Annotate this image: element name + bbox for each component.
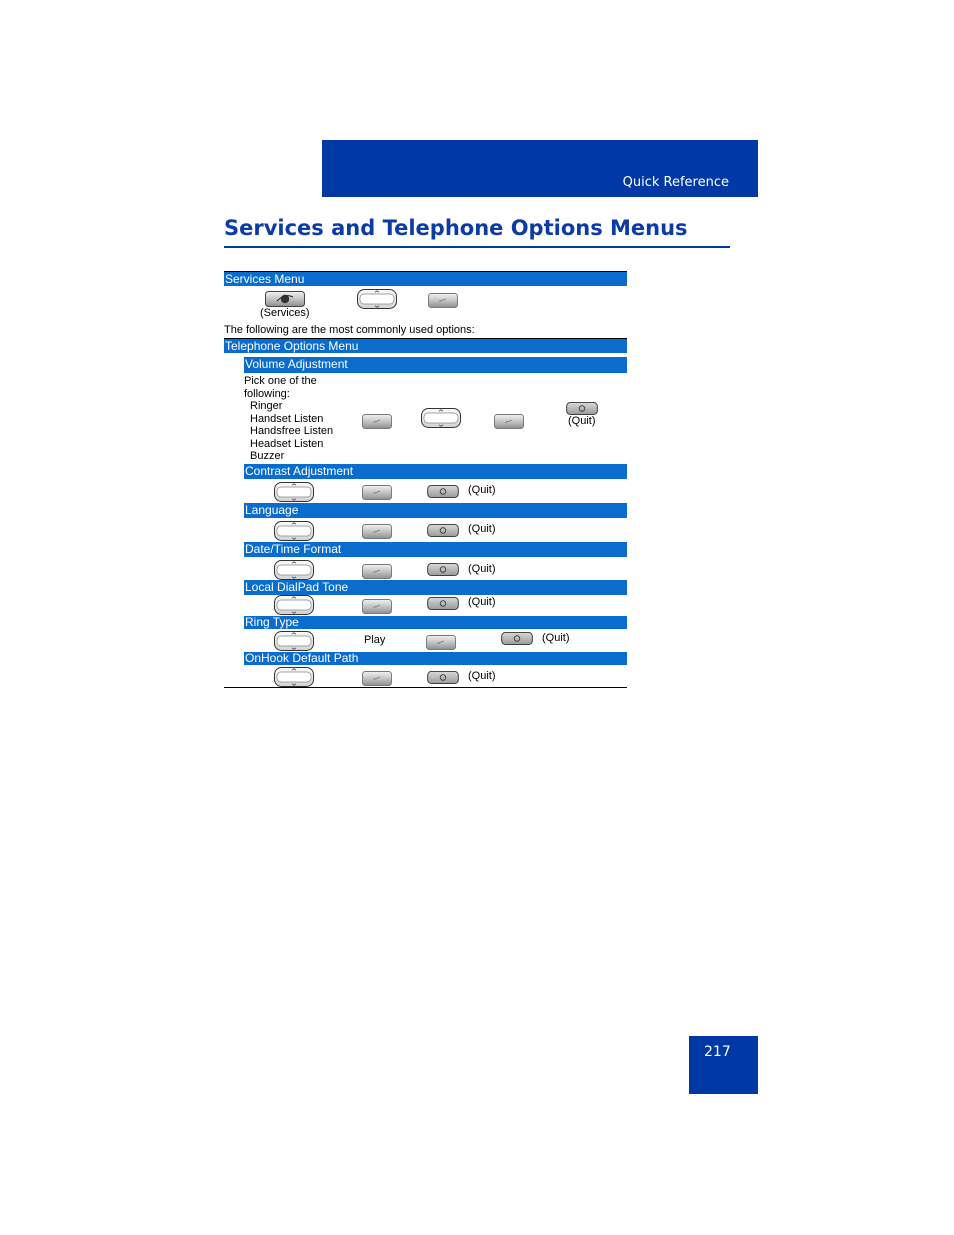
services-caption: (Services) (260, 307, 310, 319)
local-dialpad-tone-header: Local DialPad Tone (244, 580, 627, 595)
page-number: 217 (704, 1044, 731, 1060)
date-time-quit-label: (Quit) (468, 563, 496, 575)
quit-key-icon (500, 632, 534, 645)
page-number-box (689, 1036, 758, 1094)
select-softkey-icon (361, 485, 393, 500)
quit-key-icon (426, 563, 460, 576)
contrast-adjustment-header: Contrast Adjustment (244, 464, 627, 479)
language-quit-label: (Quit) (468, 523, 496, 535)
navigation-cluster-icon (274, 560, 314, 580)
volume-option-ringer: Ringer (250, 400, 283, 412)
volume-adjustment-header: Volume Adjustment (244, 357, 627, 373)
ring-type-header: Ring Type (244, 616, 627, 629)
select-softkey-icon (427, 293, 459, 308)
dialpad-quit-label: (Quit) (468, 596, 496, 608)
navigation-cluster-icon (274, 631, 314, 651)
select-softkey-icon (361, 599, 393, 614)
volume-prompt-line2: following: (244, 388, 290, 400)
header-bar (322, 140, 758, 197)
select-softkey-icon (361, 524, 393, 539)
volume-option-handset-listen: Handset Listen (250, 413, 324, 425)
navigation-cluster-icon (421, 408, 461, 428)
ring-type-play-label: Play (364, 634, 386, 646)
navigation-cluster-icon (357, 289, 397, 309)
title-divider (224, 246, 730, 248)
quit-key-icon (426, 671, 460, 684)
volume-option-handsfree-listen: Handsfree Listen (250, 425, 334, 437)
telephone-options-header: Telephone Options Menu (224, 338, 627, 353)
select-softkey-icon (425, 635, 457, 650)
services-key-icon (265, 291, 305, 307)
intro-text: The following are the most commonly used options: (224, 324, 475, 336)
onhook-default-path-header: OnHook Default Path (244, 652, 627, 665)
select-softkey-icon (361, 414, 393, 429)
select-softkey-icon (493, 414, 525, 429)
quit-key-icon (426, 597, 460, 610)
volume-quit-label: (Quit) (568, 415, 596, 427)
volume-option-buzzer: Buzzer (250, 450, 285, 462)
quit-key-icon (426, 485, 460, 498)
navigation-cluster-icon (274, 667, 314, 687)
quit-key-icon (565, 402, 599, 415)
quit-key-icon (426, 524, 460, 537)
volume-option-headset-listen: Headset Listen (250, 438, 324, 450)
page-title: Services and Telephone Options Menus (224, 216, 688, 240)
volume-prompt-line1: Pick one of the (244, 375, 317, 387)
navigation-cluster-icon (274, 482, 314, 502)
onhook-quit-label: (Quit) (468, 670, 496, 682)
navigation-cluster-icon (274, 521, 314, 541)
navigation-cluster-icon (274, 595, 314, 615)
table-bottom-rule (224, 687, 627, 688)
contrast-quit-label: (Quit) (468, 484, 496, 496)
select-softkey-icon (361, 671, 393, 686)
language-header: Language (244, 503, 627, 518)
section-label: Quick Reference (622, 175, 729, 190)
services-menu-header: Services Menu (224, 271, 627, 286)
ring-type-quit-label: (Quit) (542, 632, 570, 644)
date-time-format-header: Date/Time Format (244, 542, 627, 557)
select-softkey-icon (361, 564, 393, 579)
